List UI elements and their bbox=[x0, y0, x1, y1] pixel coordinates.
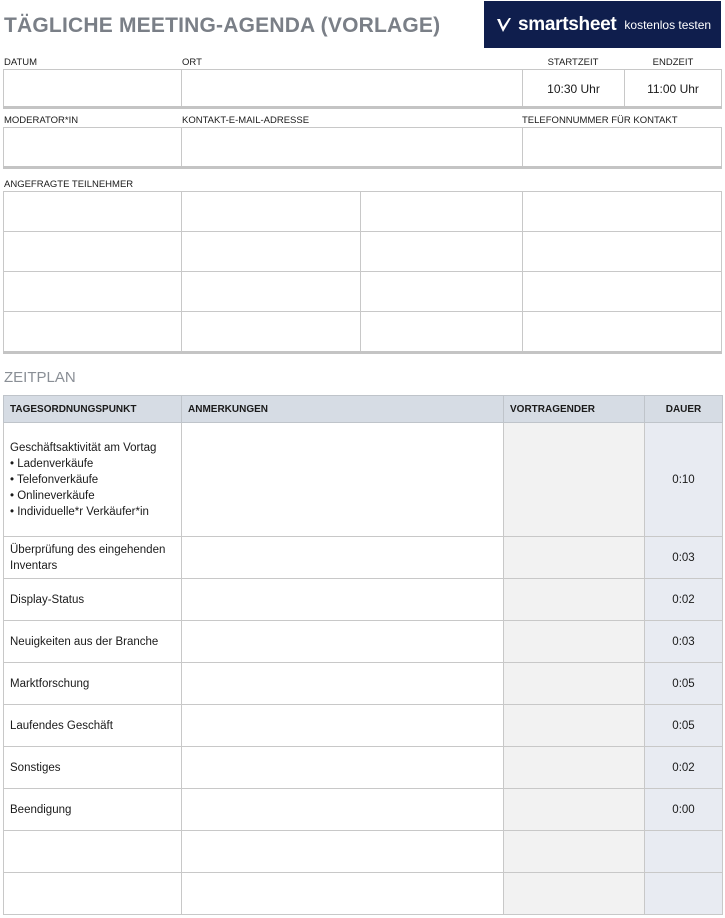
subitem-list bbox=[10, 456, 175, 520]
checkmark-icon bbox=[496, 17, 512, 33]
presenter-cell[interactable] bbox=[504, 423, 645, 537]
divider bbox=[3, 166, 722, 169]
duration-cell[interactable]: 0:10 bbox=[645, 423, 723, 537]
startzeit-label: STARTZEIT bbox=[547, 57, 599, 68]
table-row bbox=[4, 537, 723, 579]
divider bbox=[3, 106, 722, 109]
schedule-header-row bbox=[4, 396, 723, 423]
duration-cell[interactable] bbox=[645, 873, 723, 915]
attendee-cell[interactable] bbox=[522, 231, 722, 272]
item-cell[interactable] bbox=[4, 423, 182, 537]
subitem: • Individuelle*r Verkäufer*in bbox=[10, 504, 175, 520]
item-cell[interactable]: Laufendes Geschäft bbox=[4, 705, 182, 747]
attendee-cell[interactable] bbox=[181, 231, 361, 272]
duration-cell[interactable]: 0:05 bbox=[645, 705, 723, 747]
banner-brand: smartsheet bbox=[518, 13, 617, 35]
presenter-cell[interactable] bbox=[504, 789, 645, 831]
presenter-cell[interactable] bbox=[504, 621, 645, 663]
duration-cell[interactable]: 0:02 bbox=[645, 747, 723, 789]
attendee-cell[interactable] bbox=[360, 191, 523, 232]
banner-cta: kostenlos testen bbox=[624, 17, 712, 32]
ort-label: ORT bbox=[182, 57, 202, 68]
col-header-presenter: VORTRAGENDER bbox=[504, 396, 645, 423]
attendee-cell[interactable] bbox=[360, 271, 523, 312]
phone-label: TELEFONNUMMER FÜR KONTAKT bbox=[522, 115, 678, 126]
item-cell[interactable]: Marktforschung bbox=[4, 663, 182, 705]
attendee-cell[interactable] bbox=[522, 271, 722, 312]
endzeit-label: ENDZEIT bbox=[652, 57, 694, 68]
duration-cell[interactable] bbox=[645, 831, 723, 873]
notes-cell[interactable] bbox=[182, 423, 504, 537]
table-row bbox=[4, 705, 723, 747]
item-cell[interactable]: Beendigung bbox=[4, 789, 182, 831]
subitem: • Telefonverkäufe bbox=[10, 472, 175, 488]
table-row bbox=[4, 831, 723, 873]
table-row bbox=[4, 663, 723, 705]
table-row bbox=[4, 873, 723, 915]
presenter-cell[interactable] bbox=[504, 873, 645, 915]
datum-label: DATUM bbox=[4, 57, 38, 68]
presenter-cell[interactable] bbox=[504, 537, 645, 579]
notes-cell[interactable] bbox=[182, 621, 504, 663]
presenter-cell[interactable] bbox=[504, 705, 645, 747]
table-row bbox=[4, 747, 723, 789]
attendee-cell[interactable] bbox=[3, 271, 182, 312]
item-text: Geschäftsaktivität am Vortag bbox=[10, 441, 157, 454]
presenter-cell[interactable] bbox=[504, 831, 645, 873]
item-cell[interactable] bbox=[4, 831, 182, 873]
phone-field[interactable] bbox=[522, 127, 722, 169]
presenter-cell[interactable] bbox=[504, 579, 645, 621]
duration-cell[interactable]: 0:05 bbox=[645, 663, 723, 705]
notes-cell[interactable] bbox=[182, 873, 504, 915]
col-header-notes: ANMERKUNGEN bbox=[182, 396, 504, 423]
notes-cell[interactable] bbox=[182, 789, 504, 831]
attendee-cell[interactable] bbox=[360, 311, 523, 352]
item-cell[interactable]: Display-Status bbox=[4, 579, 182, 621]
presenter-cell[interactable] bbox=[504, 663, 645, 705]
endzeit-field[interactable]: 11:00 Uhr bbox=[624, 69, 722, 108]
col-header-duration: DAUER bbox=[645, 396, 723, 423]
attendee-cell[interactable] bbox=[181, 311, 361, 352]
attendee-cell[interactable] bbox=[522, 191, 722, 232]
notes-cell[interactable] bbox=[182, 663, 504, 705]
ort-field[interactable] bbox=[181, 69, 523, 108]
subitem: • Ladenverkäufe bbox=[10, 456, 175, 472]
datum-field[interactable] bbox=[3, 69, 182, 108]
moderator-label: MODERATOR*IN bbox=[4, 115, 79, 126]
table-row bbox=[4, 579, 723, 621]
item-cell[interactable] bbox=[4, 873, 182, 915]
attendee-cell[interactable] bbox=[181, 271, 361, 312]
table-row bbox=[4, 423, 723, 537]
duration-cell[interactable]: 0:02 bbox=[645, 579, 723, 621]
duration-cell[interactable]: 0:00 bbox=[645, 789, 723, 831]
item-cell[interactable]: Neuigkeiten aus der Branche bbox=[4, 621, 182, 663]
page-title: TÄGLICHE MEETING-AGENDA (VORLAGE) bbox=[4, 14, 441, 37]
divider bbox=[3, 351, 722, 354]
table-row bbox=[4, 789, 723, 831]
subitem: • Onlineverkäufe bbox=[10, 488, 175, 504]
table-row bbox=[4, 621, 723, 663]
email-field[interactable] bbox=[181, 127, 523, 169]
attendee-cell[interactable] bbox=[3, 231, 182, 272]
attendee-cell[interactable] bbox=[360, 231, 523, 272]
item-cell[interactable]: Sonstiges bbox=[4, 747, 182, 789]
attendee-cell[interactable] bbox=[3, 191, 182, 232]
notes-cell[interactable] bbox=[182, 579, 504, 621]
schedule-table bbox=[3, 395, 723, 915]
notes-cell[interactable] bbox=[182, 831, 504, 873]
notes-cell[interactable] bbox=[182, 747, 504, 789]
notes-cell[interactable] bbox=[182, 537, 504, 579]
schedule-title: ZEITPLAN bbox=[4, 369, 76, 386]
notes-cell[interactable] bbox=[182, 705, 504, 747]
item-cell[interactable]: Überprüfung des eingehenden Inventars bbox=[4, 537, 182, 579]
duration-cell[interactable]: 0:03 bbox=[645, 621, 723, 663]
smartsheet-banner[interactable] bbox=[484, 1, 721, 48]
presenter-cell[interactable] bbox=[504, 747, 645, 789]
startzeit-field[interactable]: 10:30 Uhr bbox=[522, 69, 625, 108]
attendees-label: ANGEFRAGTE TEILNEHMER bbox=[4, 179, 134, 190]
moderator-field[interactable] bbox=[3, 127, 182, 169]
attendee-cell[interactable] bbox=[522, 311, 722, 352]
duration-cell[interactable]: 0:03 bbox=[645, 537, 723, 579]
attendee-cell[interactable] bbox=[181, 191, 361, 232]
attendee-cell[interactable] bbox=[3, 311, 182, 352]
email-label: KONTAKT-E-MAIL-ADRESSE bbox=[182, 115, 310, 126]
col-header-item: TAGESORDNUNGSPUNKT bbox=[4, 396, 182, 423]
